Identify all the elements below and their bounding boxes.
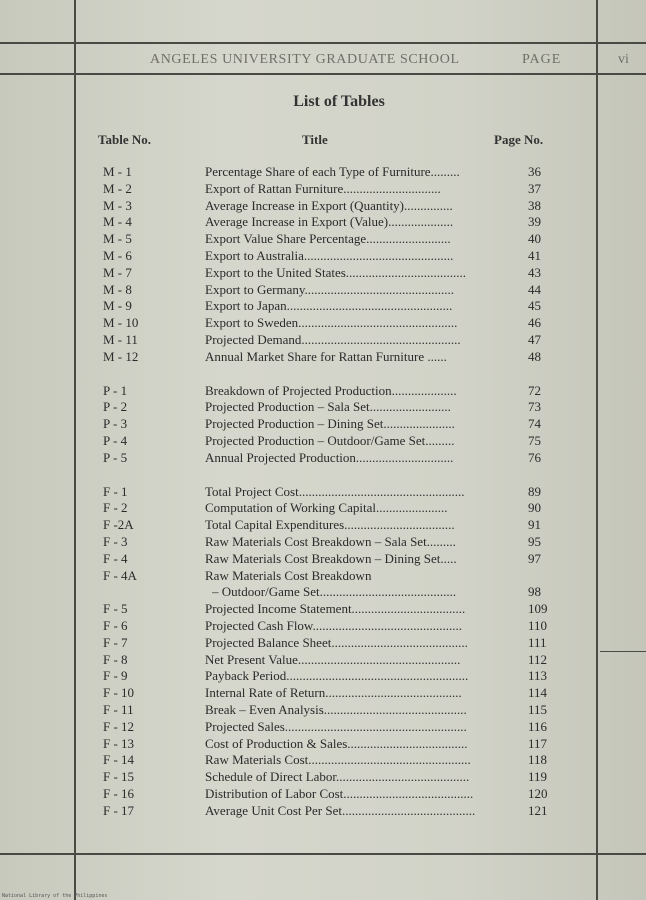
table-number: F - 5: [103, 601, 128, 617]
table-number: P - 5: [103, 449, 128, 465]
table-row: [0, 668, 646, 685]
table-number: M - 6: [103, 247, 132, 263]
table-number: F - 3: [103, 533, 128, 549]
table-number: F - 12: [103, 718, 135, 734]
table-title: Export to Japan...................................................: [205, 298, 453, 314]
table-title: Projected Production – Dining Set......................: [205, 416, 455, 432]
table-number: F - 2: [103, 500, 128, 516]
table-title: Average Unit Cost Per Set.........................................: [205, 802, 476, 818]
table-title: Raw Materials Cost Breakdown – Sala Set.........: [205, 533, 456, 549]
page-number-cell: 73: [528, 399, 541, 415]
table-number: F - 13: [103, 735, 135, 751]
table-row: [0, 769, 646, 786]
page-number-cell: 72: [528, 382, 541, 398]
table-title: Net Present Value..................................................: [205, 651, 461, 667]
page-number-cell: 89: [528, 483, 541, 499]
table-number: M - 4: [103, 214, 132, 230]
table-row: [0, 349, 646, 366]
table-number: F - 17: [103, 802, 135, 818]
page-number-cell: 112: [528, 651, 548, 667]
table-row: [0, 383, 646, 400]
table-row: [0, 635, 646, 652]
table-title: Total Capital Expenditures..................................: [205, 517, 455, 533]
page-number-cell: 47: [528, 331, 541, 347]
table-row: [0, 450, 646, 467]
page-number-cell: 44: [528, 281, 541, 297]
table-number: P - 2: [103, 399, 128, 415]
group-spacer: [0, 366, 646, 383]
page-number-cell: 75: [528, 432, 541, 448]
table-title: Export to Sweden.................................................: [205, 315, 458, 331]
table-number: F - 16: [103, 785, 135, 801]
table-row: [0, 618, 646, 635]
page-number-cell: 118: [528, 752, 548, 768]
table-title: Average Increase in Export (Quantity)...............: [205, 197, 453, 213]
table-number: M - 5: [103, 231, 132, 247]
table-row: [0, 282, 646, 299]
table-number: M - 3: [103, 197, 132, 213]
table-row: [0, 685, 646, 702]
table-title: Projected Production – Sala Set.........................: [205, 399, 451, 415]
table-row: [0, 736, 646, 753]
table-title: Internal Rate of Return..........................................: [205, 685, 462, 701]
page-number-cell: 91: [528, 517, 541, 533]
table-title: Schedule of Direct Labor.........................................: [205, 769, 470, 785]
table-number: F - 14: [103, 752, 135, 768]
table-title: Export Value Share Percentage..........................: [205, 231, 451, 247]
table-title: Raw Materials Cost Breakdown – Dining Set.....: [205, 550, 457, 566]
page-number-cell: 110: [528, 617, 548, 633]
tables-list: [0, 164, 646, 819]
table-row: [0, 231, 646, 248]
table-row: [0, 500, 646, 517]
table-row: [0, 332, 646, 349]
page-number-cell: 120: [528, 785, 548, 801]
page-number-cell: 39: [528, 214, 541, 230]
page-number-cell: 43: [528, 264, 541, 280]
group-spacer: [0, 467, 646, 484]
table-row: [0, 315, 646, 332]
table-title: – Outdoor/Game Set..........................................: [212, 584, 457, 600]
table-row: [0, 534, 646, 551]
table-row: [0, 298, 646, 315]
table-row: [0, 198, 646, 215]
table-number: M - 7: [103, 264, 132, 280]
table-number: M - 11: [103, 331, 138, 347]
table-row: [0, 719, 646, 736]
table-row: [0, 164, 646, 181]
page-number-cell: 37: [528, 180, 541, 196]
table-row: [0, 399, 646, 416]
table-row: [0, 433, 646, 450]
table-number: M - 9: [103, 298, 132, 314]
table-title: Projected Sales........................................................: [205, 718, 467, 734]
page-number-cell: 48: [528, 348, 541, 364]
table-number: M - 8: [103, 281, 132, 297]
page-number-cell: 97: [528, 550, 541, 566]
table-title: Export to Germany..............................................: [205, 281, 455, 297]
table-title: Payback Period........................................................: [205, 668, 469, 684]
table-title: Cost of Production & Sales.....................................: [205, 735, 468, 751]
table-row: [0, 416, 646, 433]
page-number-cell: 45: [528, 298, 541, 314]
table-number: F - 7: [103, 634, 128, 650]
page-number-cell: 113: [528, 668, 548, 684]
page-number-cell: 90: [528, 500, 541, 516]
table-row: [0, 214, 646, 231]
page-number-cell: 111: [528, 634, 547, 650]
list-of-tables-title: List of Tables: [293, 93, 385, 110]
table-number: M - 10: [103, 315, 139, 331]
table-row: [0, 551, 646, 568]
table-title: Projected Income Statement...................................: [205, 601, 466, 617]
table-number: M - 12: [103, 348, 139, 364]
page-number-cell: 36: [528, 164, 541, 179]
table-row: [0, 786, 646, 803]
table-title: Total Project Cost...................................................: [205, 483, 465, 499]
table-title: Projected Production – Outdoor/Game Set.........: [205, 432, 455, 448]
table-title: Projected Demand.................................................: [205, 331, 461, 347]
table-number: F - 4A: [103, 567, 137, 583]
page-number-cell: 121: [528, 802, 548, 818]
table-row: [0, 517, 646, 534]
table-number: F - 4: [103, 550, 128, 566]
header-top-line: [0, 42, 646, 44]
page-number-cell: 98: [528, 584, 541, 600]
table-title: Export to Australia..............................................: [205, 247, 454, 263]
page-number-cell: 115: [528, 701, 548, 717]
table-title: Raw Materials Cost..................................................: [205, 752, 471, 768]
page-number-cell: 116: [528, 718, 548, 734]
page-number-cell: 38: [528, 197, 541, 213]
table-number: F - 9: [103, 668, 128, 684]
table-row: [0, 265, 646, 282]
table-number: F - 10: [103, 685, 135, 701]
page-number: vi: [618, 52, 629, 67]
table-number: F - 8: [103, 651, 128, 667]
table-number: F - 6: [103, 617, 128, 633]
table-title: Break – Even Analysis............................................: [205, 701, 467, 717]
column-header-title: Title: [302, 132, 328, 147]
column-header-table-no: Table No.: [98, 132, 151, 147]
table-title: Projected Balance Sheet..........................................: [205, 634, 468, 650]
column-header-page-no: Page No.: [494, 132, 544, 147]
table-row: [0, 484, 646, 501]
table-title: Projected Cash Flow..............................................: [205, 617, 462, 633]
table-title: Annual Projected Production..............................: [205, 449, 454, 465]
table-row: [0, 181, 646, 198]
page-number-cell: 76: [528, 449, 541, 465]
table-number: M - 2: [103, 180, 132, 196]
table-title: Computation of Working Capital......................: [205, 500, 448, 516]
page-number-cell: 41: [528, 247, 541, 263]
page-number-cell: 117: [528, 735, 548, 751]
table-title: Average Increase in Export (Value)....................: [205, 214, 454, 230]
table-row: [0, 248, 646, 265]
header-bottom-line: [0, 73, 646, 75]
footer-note: National Library of the Philippines: [2, 893, 108, 899]
footer-line: [0, 853, 646, 855]
table-row: [0, 584, 646, 601]
table-title: Breakdown of Projected Production....................: [205, 382, 457, 398]
page-number-cell: 119: [528, 769, 548, 785]
table-number: P - 4: [103, 432, 128, 448]
table-title: Raw Materials Cost Breakdown: [205, 567, 372, 583]
page-label: PAGE: [522, 52, 562, 67]
page-number-cell: 109: [528, 601, 548, 617]
table-row: [0, 601, 646, 618]
table-row: [0, 803, 646, 820]
table-row: [0, 752, 646, 769]
school-header: ANGELES UNIVERSITY GRADUATE SCHOOL: [150, 52, 460, 67]
table-title: Export to the United States.....................................: [205, 264, 467, 280]
table-row: [0, 652, 646, 669]
table-number: F -2A: [103, 517, 134, 533]
page-number-cell: 74: [528, 416, 541, 432]
table-title: Distribution of Labor Cost........................................: [205, 785, 474, 801]
table-title: Annual Market Share for Rattan Furniture ......: [205, 348, 447, 364]
table-number: F - 15: [103, 769, 135, 785]
table-number: F - 1: [103, 483, 128, 499]
table-row: [0, 702, 646, 719]
table-number: M - 1: [103, 164, 132, 179]
page-number-cell: 40: [528, 231, 541, 247]
page-number-cell: 114: [528, 685, 548, 701]
table-row: [0, 568, 646, 585]
page-number-cell: 95: [528, 533, 541, 549]
table-number: P - 3: [103, 416, 128, 432]
table-title: Percentage Share of each Type of Furniture.........: [205, 164, 460, 179]
table-number: P - 1: [103, 382, 128, 398]
page-number-cell: 46: [528, 315, 541, 331]
table-number: F - 11: [103, 701, 134, 717]
table-title: Export of Rattan Furniture..............................: [205, 180, 441, 196]
